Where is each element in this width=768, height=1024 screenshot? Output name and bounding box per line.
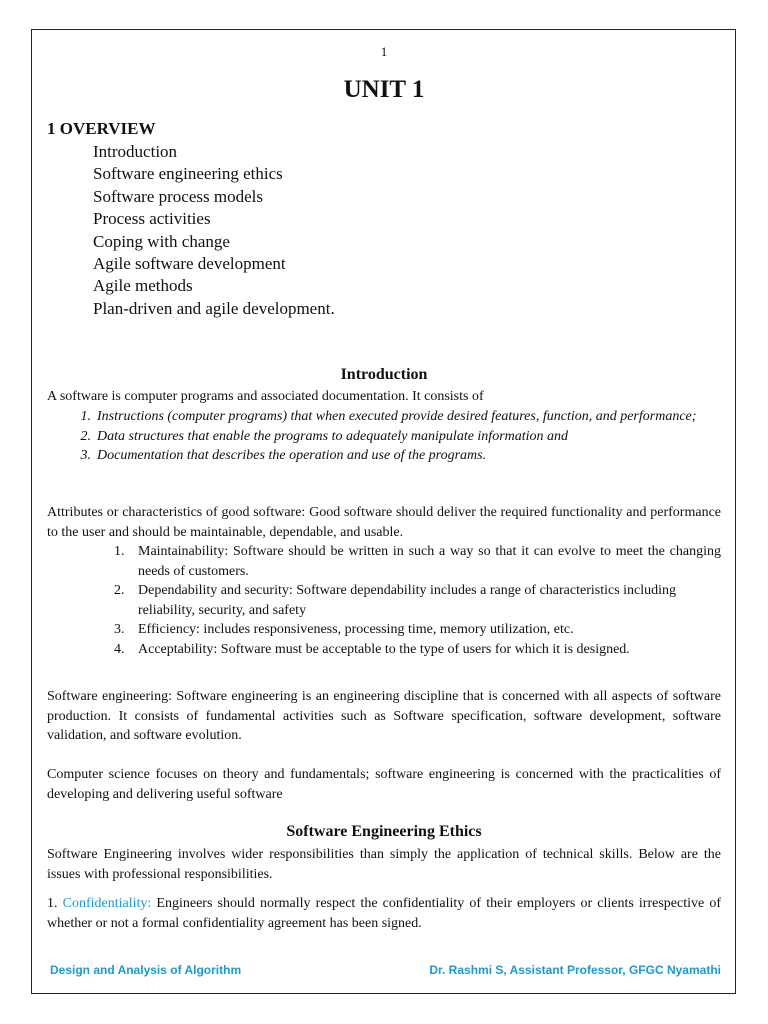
list-item [100,542,721,581]
list-text: Efficiency: includes responsiveness, processing time, memory utilization, etc. [138,622,574,637]
list-item [100,620,721,640]
list-text: Dependability and security: Software dependability includes a range of characteristics including reliability, security, and safety [138,583,677,618]
list-text: Data structures that enable the programs to adequately manipulate information and [97,428,569,444]
list-item: Agile methods [93,276,193,296]
confidentiality-term: Confidentiality: [62,896,152,911]
list-text: Instructions (computer programs) that when executed provide desired features, function, and performance; [97,409,697,424]
list-text: Documentation that describes the operation and use of the programs. [97,448,487,463]
list-item [47,446,721,466]
software-components-list [47,407,721,466]
page-title: UNIT 1 [343,76,425,103]
list-text: Maintainability: Software should be written in such a way so that it can evolve to meet the changing needs of customers. [138,544,721,579]
list-number: 1. [47,896,63,911]
list-item: Process activities [93,209,211,229]
confidentiality-text: Engineers should normally respect the confidentiality of their employers or clients irrespective of whether or not a formal confidentiality agreement has been signed. [47,896,722,931]
computer-science-paragraph: Computer science focuses on theory and fundamentals; software engineering is concerned with the practicalities of developing and delivering useful software [47,767,721,802]
list-item [47,407,721,427]
list-number: 1. [114,544,125,559]
ethics-heading: Software Engineering Ethics [286,823,482,840]
overview-list [93,141,335,320]
list-number: 3. [114,622,125,637]
list-item: Coping with change [93,231,230,251]
list-text: Acceptability: Software must be acceptable to the type of users for which it is designed. [138,641,630,657]
list-number: 4. [114,641,125,657]
footer-author: Dr. Rashmi S, Assistant Professor, GFGC Nyamathi [429,963,721,977]
software-engineering-paragraph: Software engineering: Software engineering is an engineering discipline that is concerned with all aspects of software production. It consists of fundamental activities such as Software specification, software development, software validation, and software evolution. [47,689,721,743]
list-item [47,427,721,447]
attributes-list [100,542,721,659]
footer-course-title: Design and Analysis of Algorithm [50,963,242,977]
introduction-heading: Introduction [340,366,428,383]
ethics-paragraph: Software Engineering involves wider responsibilities than simply the application of technical skills. Below are the issues with professional responsibilities. [47,847,721,882]
list-number: 1. [80,409,91,424]
list-item: Agile software development [93,253,286,273]
list-item: Plan-driven and agile development. [93,298,335,318]
overview-heading: 1 OVERVIEW [47,119,156,138]
page-number: 1 [380,44,388,59]
list-item: Software engineering ethics [93,164,283,184]
list-item [100,581,721,620]
list-item: Introduction [93,142,178,161]
list-item: Software process models [93,186,263,206]
list-number: 2. [80,428,91,444]
list-number: 2. [114,583,125,598]
introduction-lead: A software is computer programs and associated documentation. It consists of [47,389,484,404]
list-item [100,640,721,660]
confidentiality-item [47,894,721,933]
list-number: 3. [80,448,91,463]
attributes-paragraph: Attributes or characteristics of good software: Good software should deliver the required functionality and performance to the user and should be maintainable, dependable, and usable. [47,505,721,540]
